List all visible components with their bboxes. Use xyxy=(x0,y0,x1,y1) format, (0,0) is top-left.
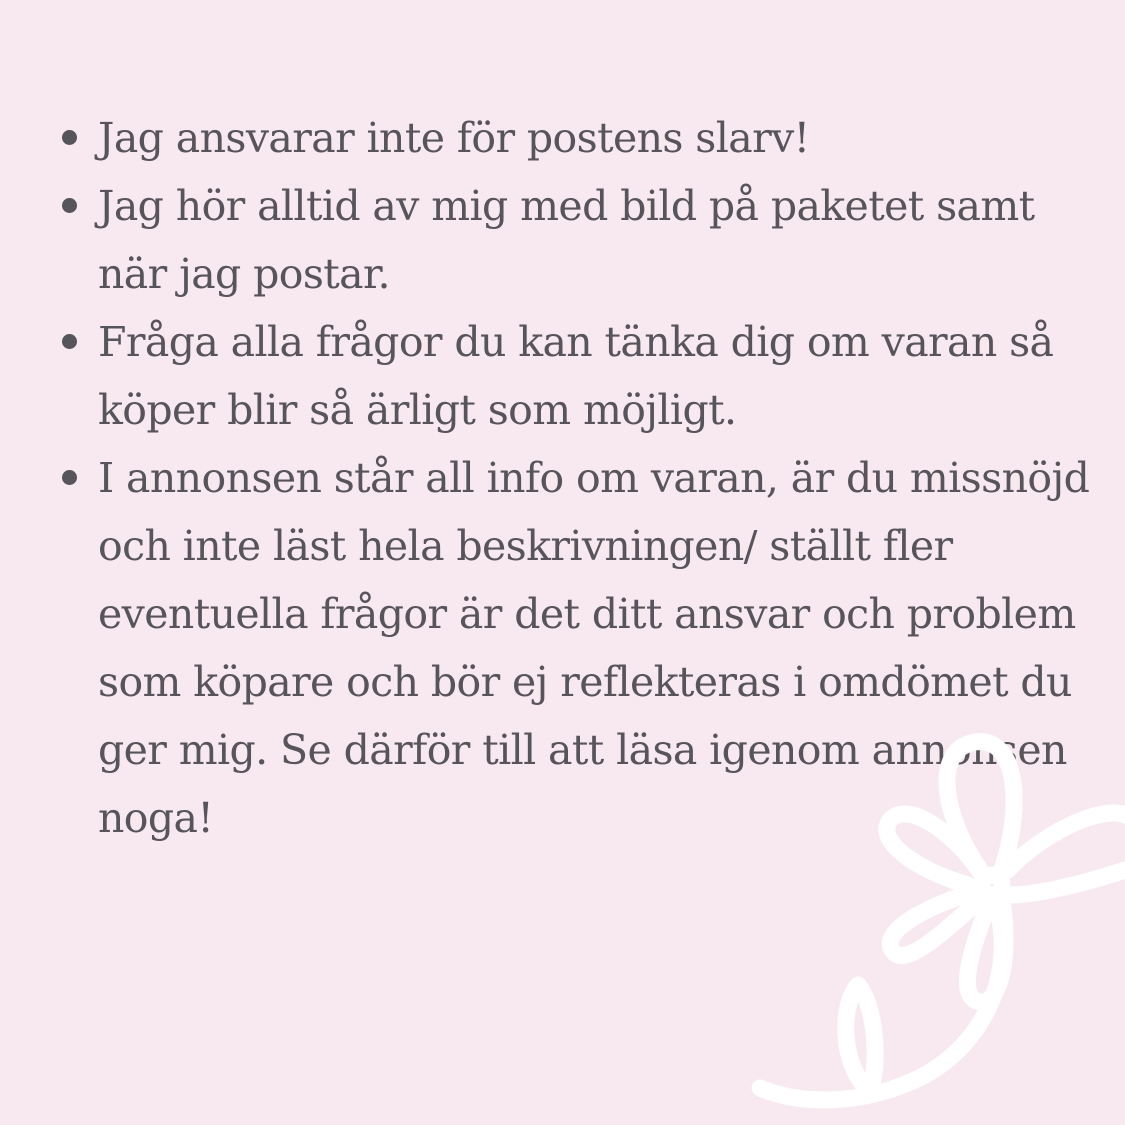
flower-center xyxy=(982,875,1002,895)
bullet-text: I annonsen står all info om varan, är du missnöjd och inte läst hela beskrivningen/ ställt fler eventuella frågor är det ditt ansvar och problem som köpare och bör ej reflekteras i omdömet du ger mig. Se därför till att läsa igenom annonsen noga! xyxy=(98,454,1090,842)
bullet-dot xyxy=(62,334,77,349)
list-item xyxy=(60,308,1110,444)
bullet-text: Fråga alla frågor du kan tänka dig om varan så köper blir så ärligt som möjligt. xyxy=(98,318,1054,434)
bullet-text: Jag hör alltid av mig med bild på paketet samt när jag postar. xyxy=(98,182,1035,298)
leaf xyxy=(846,985,875,1092)
bullet-dot xyxy=(62,198,77,213)
petal-left xyxy=(887,814,980,885)
petal-right xyxy=(1008,813,1125,870)
flower-icon xyxy=(740,720,1125,1125)
bullet-dot xyxy=(62,130,77,145)
petal-right-lower xyxy=(1010,870,1125,895)
bullet-dot xyxy=(62,470,77,485)
list-item xyxy=(60,172,1110,308)
list-item xyxy=(60,104,1110,172)
bullet-text: Jag ansvarar inte för postens slarv! xyxy=(98,114,810,162)
